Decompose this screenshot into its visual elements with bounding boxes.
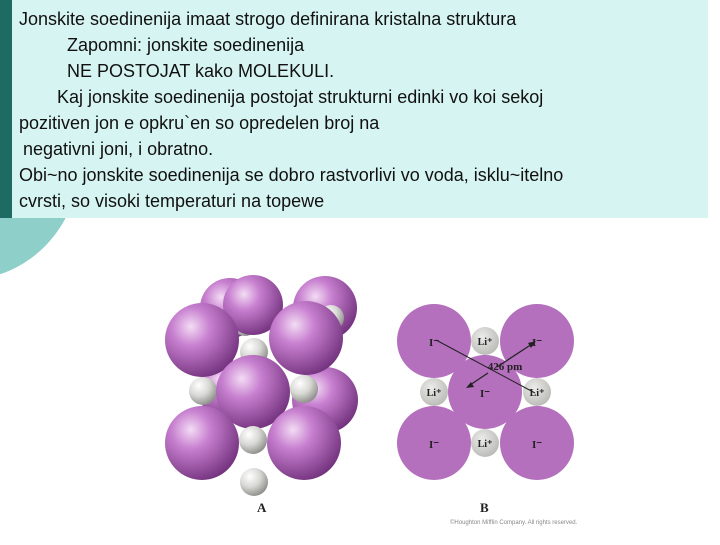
text-line-2: Zapomni: jonskite soedinenija	[67, 35, 305, 55]
text-line-3: NE POSTOJAT kako MOLEKULI.	[67, 61, 335, 81]
iodide-ion-sphere	[269, 301, 343, 375]
text-box	[12, 0, 708, 218]
lithium-ion-sphere	[240, 468, 268, 496]
lithium-label: Li⁺	[477, 337, 493, 348]
iodide-label: I⁻	[479, 388, 491, 400]
lithium-label: Li⁺	[477, 439, 493, 450]
text-line-4: Kaj jonskite soedinenija postojat strukturni edinki vo koi sekoj	[57, 87, 544, 107]
lattice-3d-model	[165, 275, 358, 496]
text-line-8: cvrsti, so visoki temperaturi na topewe	[19, 191, 325, 211]
figure-label-b: B	[480, 500, 489, 515]
figure-label-a: A	[257, 500, 267, 515]
lattice-cross-section	[397, 304, 574, 480]
copyright-credit: ©Houghton Mifflin Company. All rights reserved.	[450, 520, 578, 526]
text-line-7: Obi~no jonskite soedinenija se dobro rastvorlivi vo voda, isklu~itelno	[19, 165, 564, 185]
lithium-label: Li⁺	[529, 388, 545, 399]
iodide-label: I⁻	[531, 337, 543, 349]
text-line-1: Jonskite soedinenija imaat strogo definirana kristalna struktura	[19, 9, 517, 29]
crystal-figure	[0, 218, 720, 540]
lithium-ion-sphere	[189, 377, 217, 405]
decorative-bar	[0, 0, 12, 218]
iodide-ion-sphere	[165, 406, 239, 480]
text-line-5: pozitiven jon e opkru`en so opredelen broj na	[19, 113, 380, 133]
iodide-label: I⁻	[428, 337, 440, 349]
iodide-ion-sphere	[267, 406, 341, 480]
distance-label: 426 pm	[487, 361, 523, 373]
lithium-ion-sphere	[239, 426, 267, 454]
lithium-label: Li⁺	[426, 388, 442, 399]
crystal-illustration	[0, 218, 720, 540]
iodide-label: I⁻	[531, 439, 543, 451]
text-line-6: negativni joni, i obratno.	[23, 139, 214, 159]
iodide-label: I⁻	[428, 439, 440, 451]
lithium-ion-sphere	[290, 375, 318, 403]
